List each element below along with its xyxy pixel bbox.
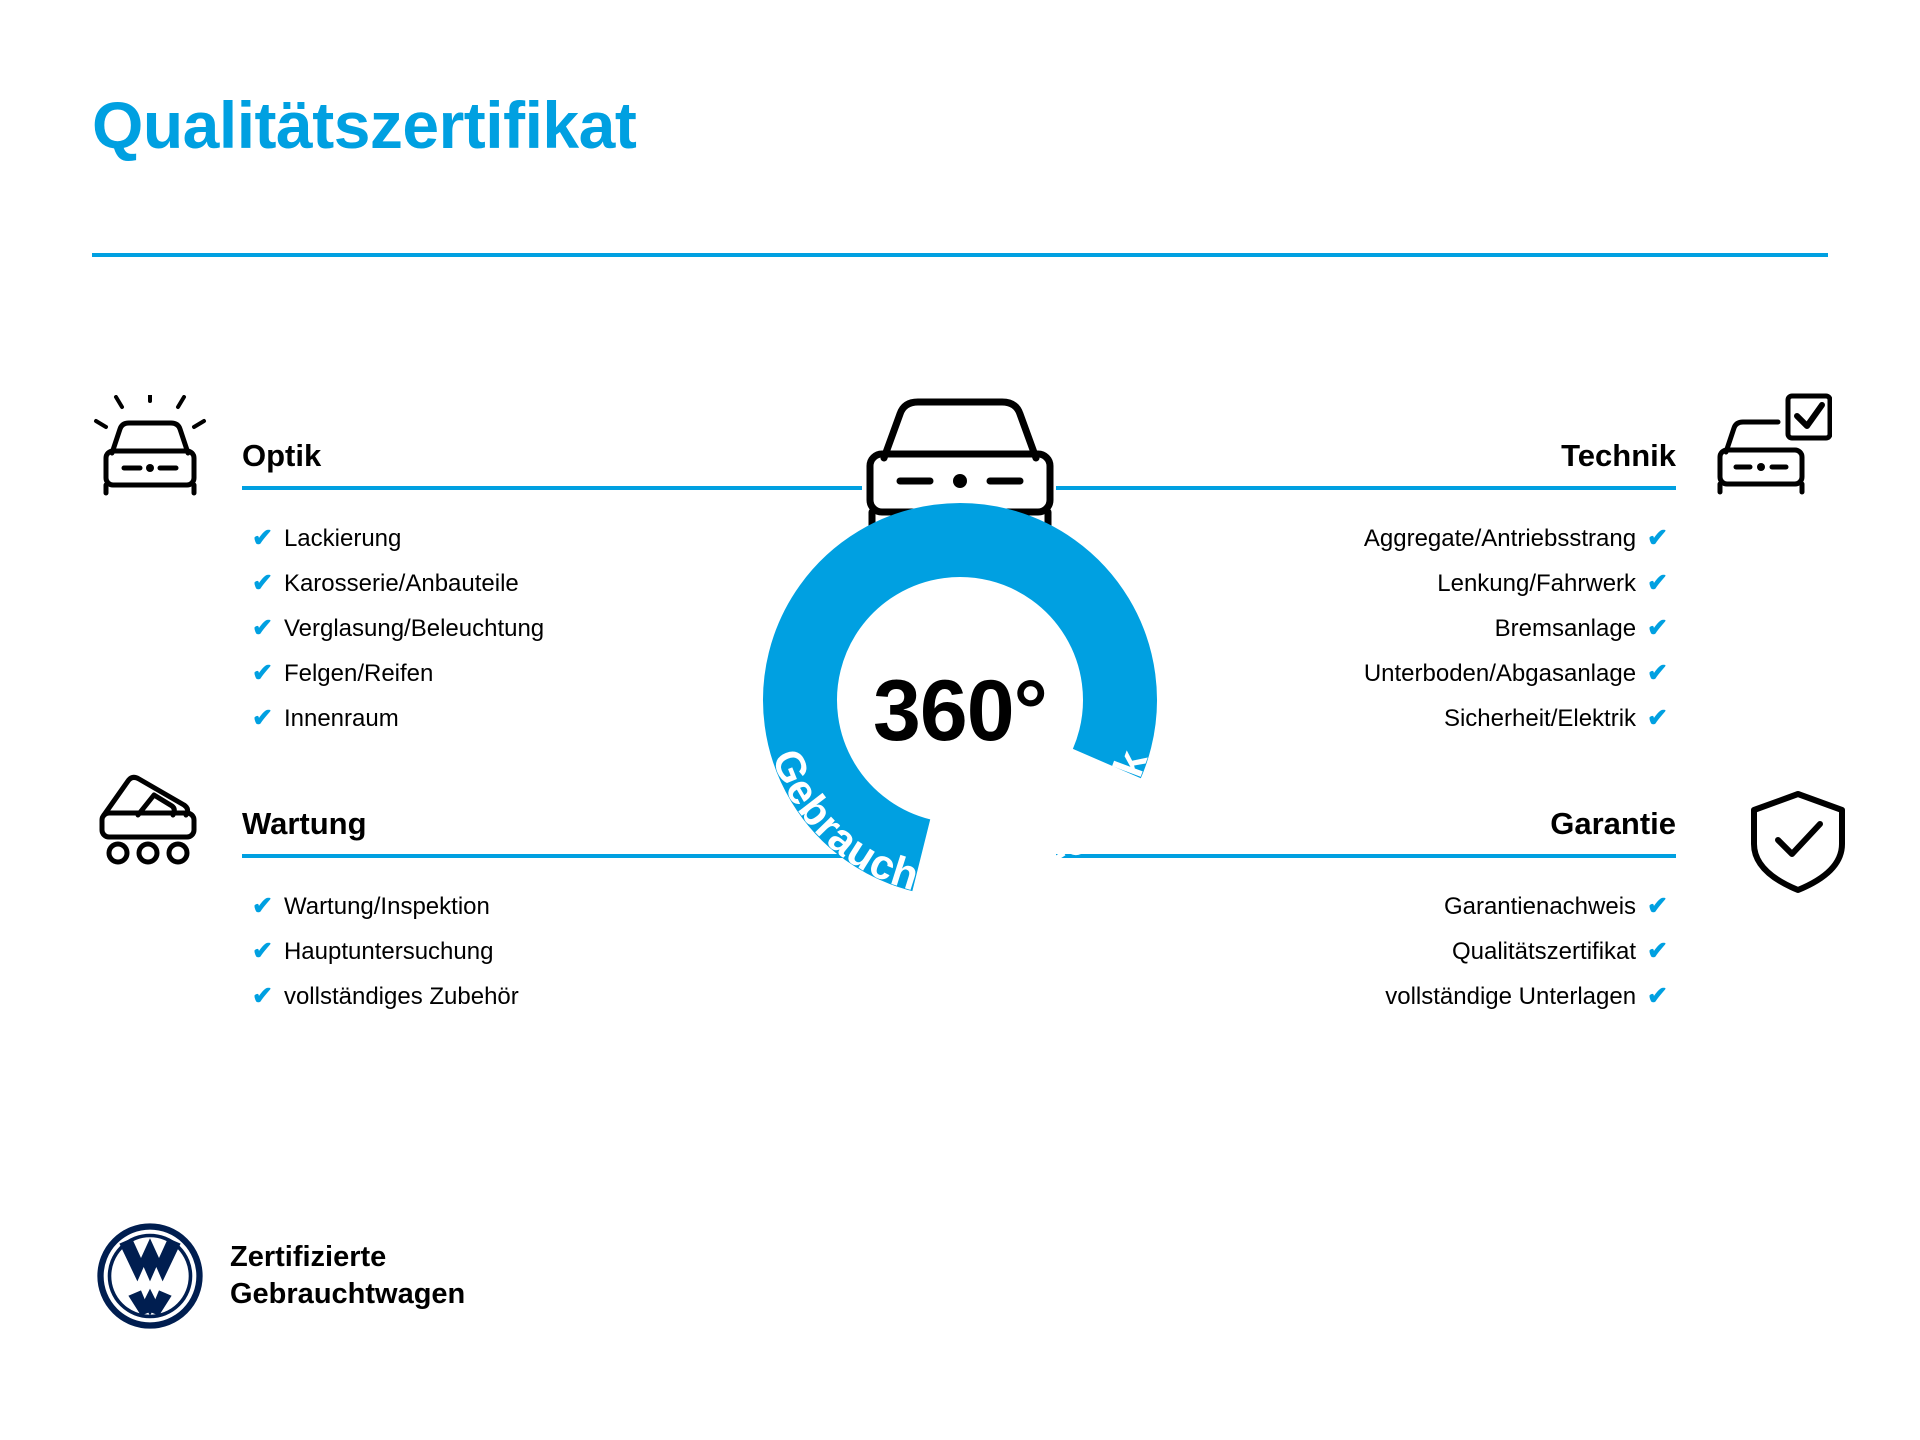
- list-item-label: Hauptuntersuchung: [283, 938, 494, 965]
- check-icon: ✔: [1647, 659, 1668, 687]
- check-icon: ✔: [1647, 892, 1668, 920]
- list-item-label: Verglasung/Beleuchtung: [283, 615, 545, 642]
- check-icon: ✔: [252, 659, 273, 687]
- list-item-label: Bremsanlage: [1494, 615, 1637, 642]
- car-service-lift-icon: [92, 765, 212, 875]
- badge-number: 360°: [873, 663, 1047, 759]
- list-item-label: Garantienachweis: [1443, 893, 1637, 920]
- car-front-checkbox-icon: [1712, 392, 1832, 502]
- page-title: Qualitätszertifikat: [92, 88, 637, 162]
- list-item-label: vollständiges Zubehör: [283, 983, 519, 1010]
- check-icon: ✔: [1647, 704, 1668, 732]
- shield-check-icon: [1740, 788, 1860, 898]
- list-item-label: vollständige Unterlagen: [1385, 983, 1637, 1010]
- list-item-label: Unterboden/Abgasanlage: [1363, 660, 1637, 687]
- check-icon: ✔: [1647, 569, 1668, 597]
- car-front-sparkle-icon: [92, 395, 212, 505]
- check-icon: ✔: [252, 614, 273, 642]
- gebrauchtwagen-check-badge: [690, 380, 1230, 940]
- check-icon: ✔: [1647, 614, 1668, 642]
- list-item: [1056, 974, 1676, 1019]
- header-divider: [92, 253, 1828, 257]
- check-icon: ✔: [252, 569, 273, 597]
- check-icon: ✔: [252, 937, 273, 965]
- footer-line-2: Gebrauchtwagen: [230, 1278, 466, 1310]
- section-heading-wartung: Wartung: [242, 806, 367, 841]
- check-icon: ✔: [252, 524, 273, 552]
- check-icon: ✔: [252, 704, 273, 732]
- footer-line-1: Zertifizierte: [230, 1240, 387, 1273]
- badge-curved-label: Gebrauchtwagen-Check: [763, 742, 1157, 906]
- section-heading-technik: Technik: [1561, 438, 1676, 473]
- list-item-label: Karosserie/Anbauteile: [283, 570, 519, 597]
- check-icon: ✔: [1647, 524, 1668, 552]
- list-item-label: Felgen/Reifen: [283, 660, 434, 687]
- list-item-label: Aggregate/Antriebsstrang: [1363, 525, 1637, 552]
- section-heading-optik: Optik: [242, 438, 322, 473]
- check-icon: ✔: [1647, 937, 1668, 965]
- list-item-label: Lackierung: [283, 525, 402, 552]
- check-icon: ✔: [1647, 982, 1668, 1010]
- check-icon: ✔: [252, 982, 273, 1010]
- list-item: [242, 974, 862, 1019]
- footer-text: [230, 1239, 465, 1313]
- footer-brand: [96, 1222, 465, 1330]
- list-item-label: Qualitätszertifikat: [1451, 938, 1637, 965]
- vw-logo: [96, 1222, 204, 1330]
- list-item-label: Sicherheit/Elektrik: [1443, 705, 1637, 732]
- section-heading-garantie: Garantie: [1550, 806, 1676, 841]
- check-icon: ✔: [252, 892, 273, 920]
- list-item-label: Lenkung/Fahrwerk: [1437, 570, 1637, 597]
- list-item-label: Innenraum: [283, 705, 399, 732]
- list-item-label: Wartung/Inspektion: [283, 893, 490, 920]
